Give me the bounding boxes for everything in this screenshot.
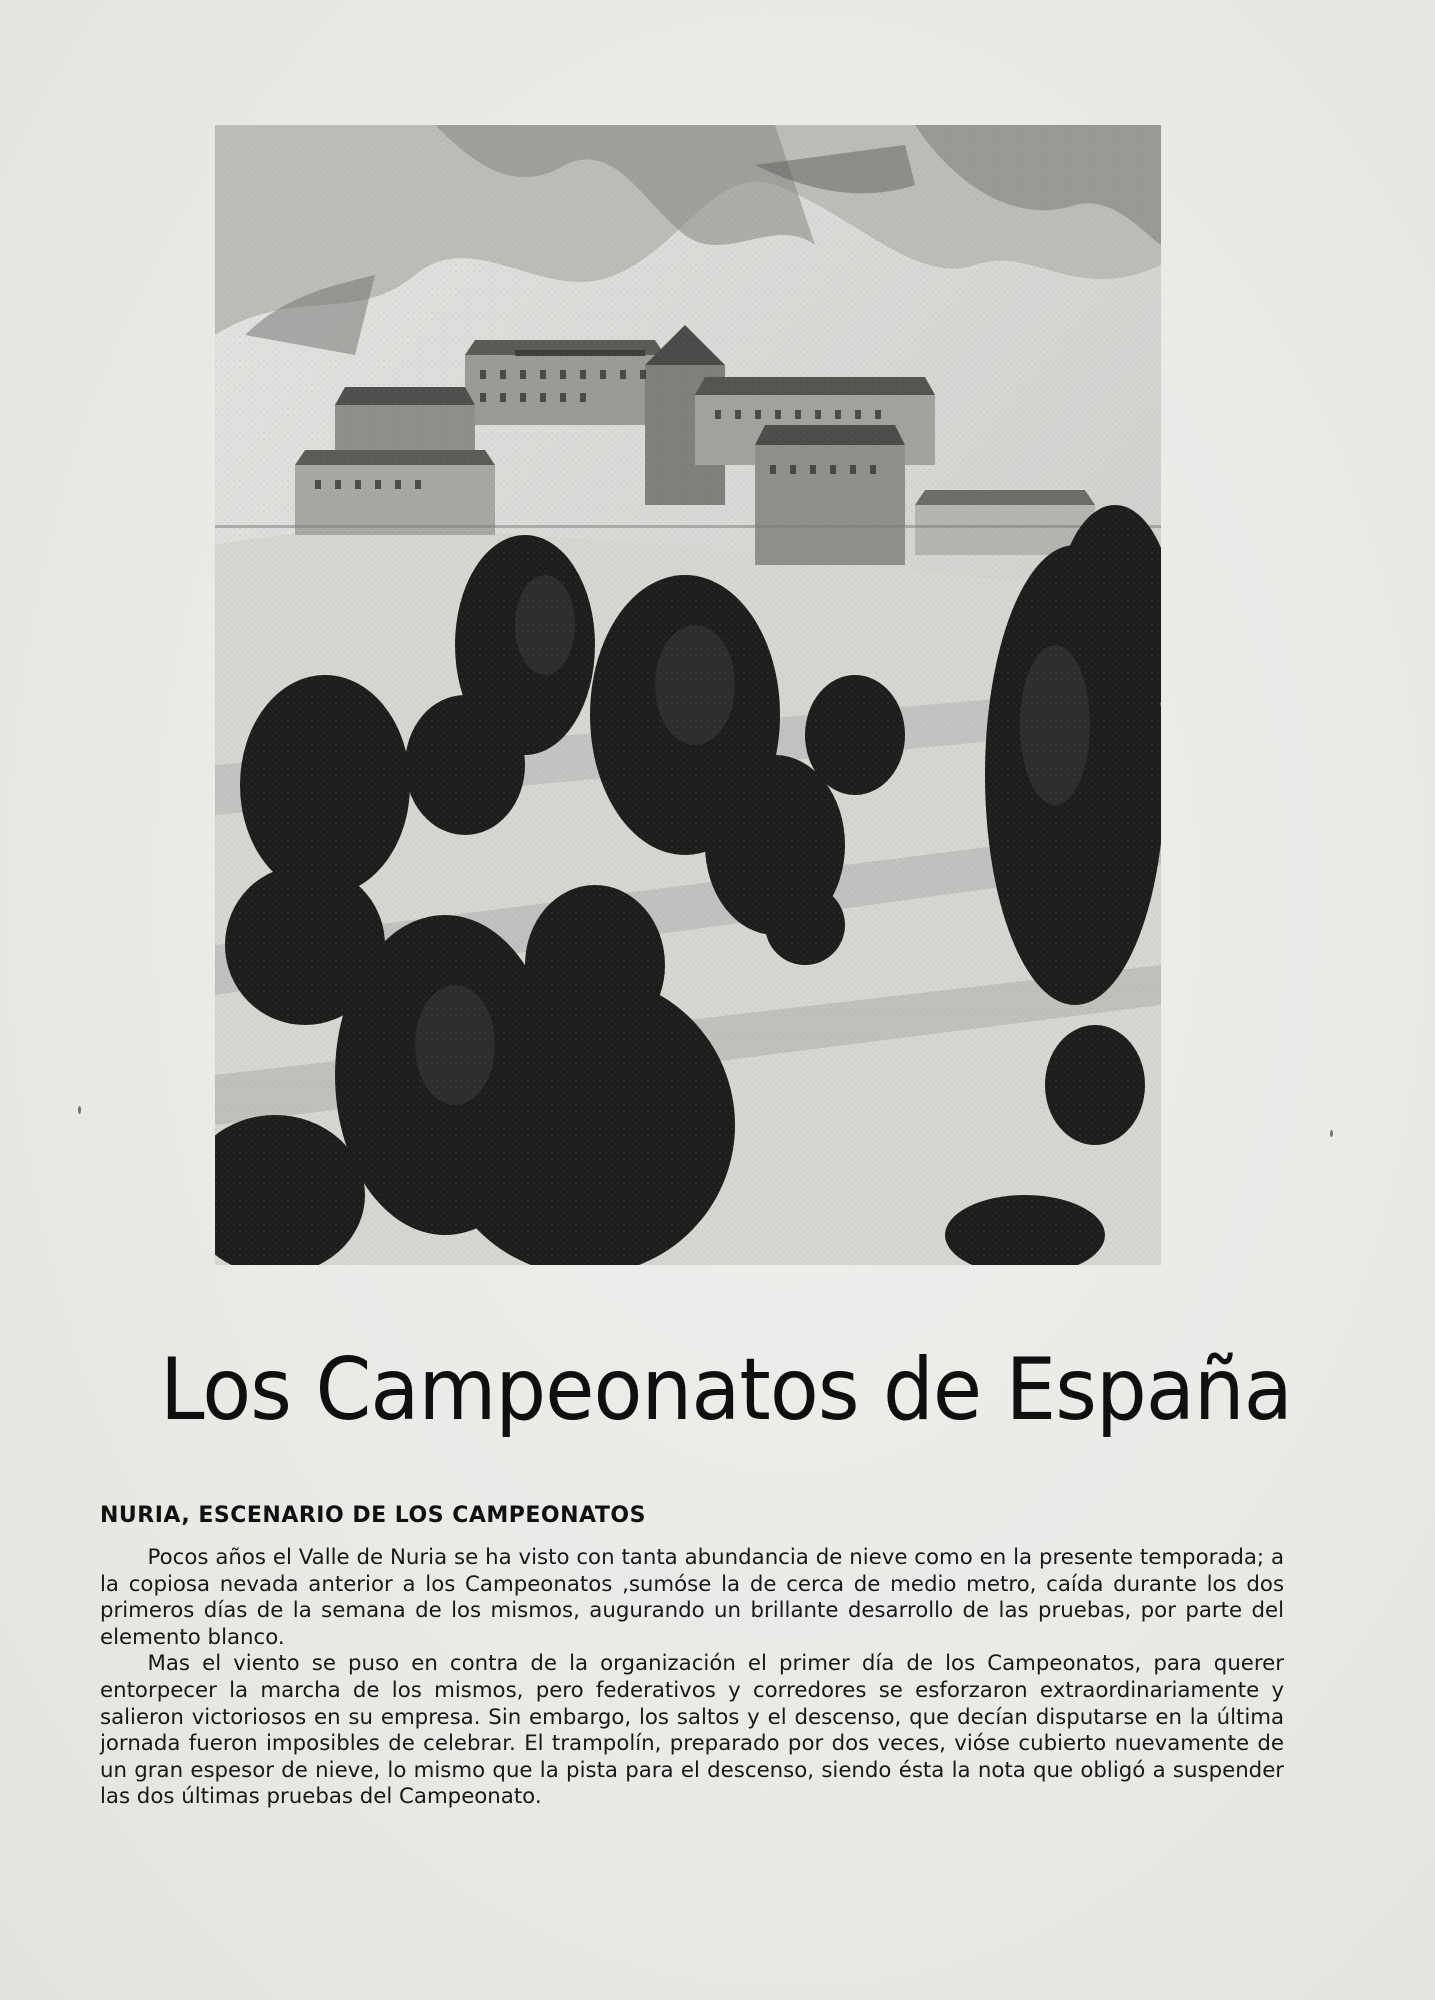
article-title: Los Campeonatos de España [160, 1340, 1292, 1440]
section-heading: NURIA, ESCENARIO DE LOS CAMPEONATOS [100, 1503, 646, 1528]
print-speck [1330, 1130, 1333, 1137]
valley-photograph [215, 125, 1161, 1265]
article-body [100, 1545, 1284, 1811]
print-speck [78, 1106, 81, 1114]
bleed-through-text-left [88, 160, 208, 1260]
paragraph-2: Mas el viento se puso en contra de la organización el primer día de los Campeonatos, para querer entorpecer la marcha de los mismos, pero federativos y corredores se esforzaron extraordinariamente y salieron victoriosos en su empresa. Sin embargo, los saltos y el descenso, que decían disputarse en la última jornada fueron imposibles de celebrar. El trampolín, preparado por dos veces, vióse cubierto nuevamente de un gran espesor de nieve, lo mismo que la pista para el descenso, siendo ésta la nota que obligó a suspender las dos últimas pruebas del Campeonato. [100, 1651, 1285, 1810]
paragraph-1: Pocos años el Valle de Nuria se ha visto con tanta abundancia de nieve como en la presente temporada; a la copiosa nevada anterior a los Campeonatos ,sumóse la de cerca de medio metro, caída durante los dos primeros días de la semana de los mismos, augurando un brillante desarrollo de las pruebas, por parte del elemento blanco. [100, 1545, 1285, 1650]
